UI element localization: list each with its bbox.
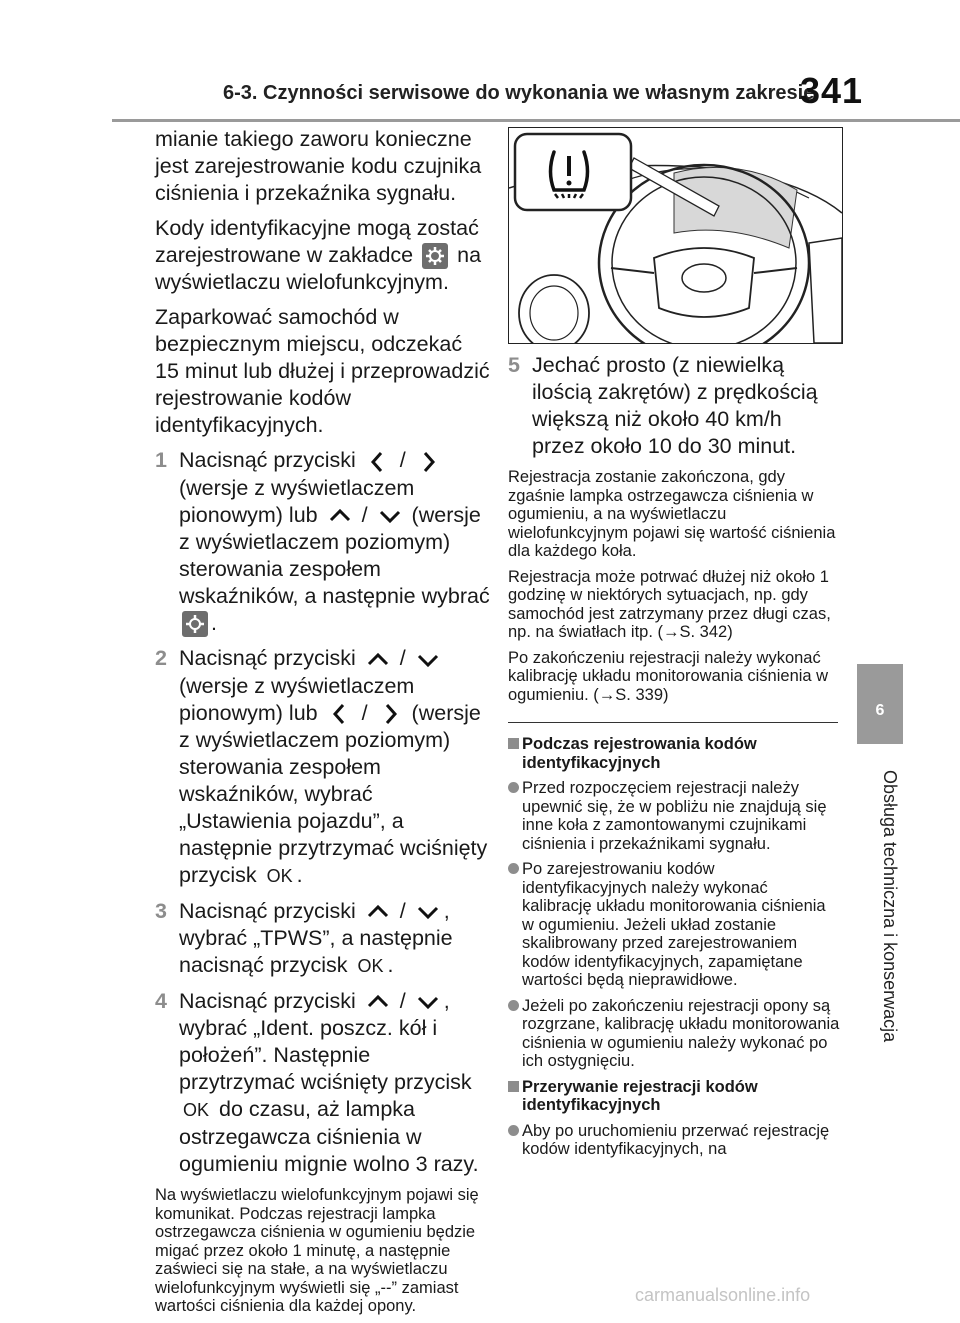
step-3: 3 Nacisnąć przyciski / , wybrać „TPWS”, a następnie nacisnąć przycisk OK .	[155, 898, 490, 980]
ok-icon: OK	[266, 865, 293, 886]
note-text: Na wyświetlaczu wielofunkcyjnym pojawi się komunikat. Podczas rejestracji lampka ostrzegawcza ciśnienia w ogumieniu będzie migać przez około 1 minutę, a następnie zaświeci się na stałe, a na wyświetlaczu wielofunkcyjnym wyświetli się „--” zamiast wartości ciśnienia dla każdej opony.	[155, 1186, 479, 1316]
chapter-number: 6	[875, 702, 885, 719]
chevron-right-icon	[415, 449, 441, 475]
ok-icon: OK	[183, 1100, 210, 1121]
chevron-down-icon	[415, 647, 441, 673]
chapter-tab[interactable]	[857, 664, 903, 744]
header-rule	[112, 119, 960, 122]
chevron-left-icon	[365, 449, 391, 475]
chevron-down-icon	[377, 503, 403, 529]
page-number: 341	[800, 70, 864, 111]
calibration-note-text: Po zakończeniu rejestracji należy wykonać kalibrację układu monitorowania ciśnienia w ogumieniu. (→S. 339)	[508, 648, 829, 704]
chevron-right-icon	[377, 701, 403, 727]
chevron-up-icon	[365, 989, 391, 1015]
list-item: Przed rozpoczęciem rejestracji należy upewnić się, że w pobliżu nie znajdują się inne koła z zamontowanymi czujnikami ciśnienia i przekaźnikami sygnału.	[508, 779, 840, 853]
section-title: 6-3. Czynności serwisowe do wykonania we własnym zakresie	[223, 82, 815, 104]
registration-duration-text: Rejestracja może potrwać dłużej niż około 1 godzinę w niektórych sytuacjach, np. gdy samochód jest zatrzymany przez długi czas, np. na światłach itp. (→S. 342)	[508, 567, 831, 641]
list-item: Aby po uruchomieniu przerwać rejestrację kodów identyfikacyjnych, na	[508, 1122, 840, 1159]
settings-gear-icon	[422, 243, 448, 269]
chevron-up-icon	[365, 899, 391, 925]
step-number: 4	[155, 988, 167, 1013]
step-number: 1	[155, 448, 167, 473]
codes-text: Kody identyfikacyjne mogą zostać zarejestrowane w zakładce na wyświetlaczu wielofunkcyjnym.	[155, 216, 482, 295]
list-item: Jeżeli po zakończeniu rejestracji opony są rozgrzane, kalibrację układu monitorowania ciśnienia w ogumieniu należy wykonać po ich ostygnięciu.	[508, 997, 840, 1071]
step-1: 1 Nacisnąć przyciski / (wersje z wyświetlaczem pionowym) lub / (wersje z wyświetlaczem poziomym) sterowania zespołem wskaźników, a następnie wybrać .	[155, 447, 490, 637]
section-heading-cancelling: Przerywanie rejestracji kodów identyfikacyjnych	[508, 1078, 840, 1115]
ok-icon: OK	[357, 955, 384, 976]
step-number: 2	[155, 646, 167, 671]
step-4: 4 Nacisnąć przyciski / , wybrać „Ident. poszcz. kół i położeń”. Następnie przytrzymać wciśnięty przycisk OK do czasu, aż lampka ostrzegawcza ciśnienia w ogumieniu mignie wolno 3 razy.	[155, 988, 479, 1177]
step-5: 5 Jechać prosto (z niewielką ilością zakrętów) z prędkością większą niż około 40 km/h przez około 10 do 30 minut.	[508, 353, 818, 458]
round-bullet-icon	[508, 782, 519, 793]
park-text: Zaparkować samochód w bezpiecznym miejscu, odczekać 15 minut lub dłużej i przeprowadzić rejestrowanie kodów identyfikacyjnych.	[155, 305, 490, 438]
round-bullet-icon	[508, 1000, 519, 1011]
section-heading-registering: Podczas rejestrowania kodów identyfikacyjnych	[508, 735, 840, 772]
chevron-up-icon	[365, 647, 391, 673]
chevron-down-icon	[415, 989, 441, 1015]
round-bullet-icon	[508, 1125, 519, 1136]
dashboard-drawing	[509, 128, 842, 343]
step-number: 3	[155, 898, 167, 923]
list-item: Po zarejestrowaniu kodów identyfikacyjnych należy wykonać kalibrację układu monitorowania ciśnienia w ogumieniu. Jeżeli układ zostanie skalibrowany przed zarejestrowaniem kodów identyfikacyjnych, zapamiętane wartości będą nieprawidłowe.	[508, 860, 840, 990]
step-2: 2 Nacisnąć przyciski / (wersje z wyświetlaczem pionowym) lub / (wersje z wyświetlaczem poziomym) sterowania zespołem wskaźników, wybrać „Ustawienia pojazdu”, a następnie przytrzymać wciśnięty przycisk OK .	[155, 645, 490, 889]
intro-text: mianie takiego zaworu konieczne jest zarejestrowanie kodu czujnika ciśnienia i przekaźnika sygnału.	[155, 127, 482, 205]
steering-wheel-illustration	[508, 127, 843, 344]
registration-complete-text: Rejestracja zostanie zakończona, gdy zgaśnie lampka ostrzegawcza ciśnienia w ogumieniu, a na wyświetlaczu wielofunkcyjnym pojawi się wartość ciśnienia dla każdego koła.	[508, 468, 836, 560]
step-number: 5	[508, 353, 520, 377]
chevron-down-icon	[415, 899, 441, 925]
chevron-up-icon	[327, 503, 353, 529]
tpms-callout-box	[515, 134, 631, 210]
right-column	[508, 352, 840, 1166]
left-column	[155, 126, 490, 1323]
watermark: carmanualsonline.info	[635, 1285, 811, 1305]
square-bullet-icon	[508, 738, 519, 749]
round-bullet-icon	[508, 863, 519, 874]
settings-gear-icon	[182, 611, 208, 637]
chapter-label: Obsługa techniczna i konserwacja	[880, 770, 900, 1043]
square-bullet-icon	[508, 1081, 519, 1092]
chevron-left-icon	[327, 701, 353, 727]
section-divider	[508, 722, 838, 723]
